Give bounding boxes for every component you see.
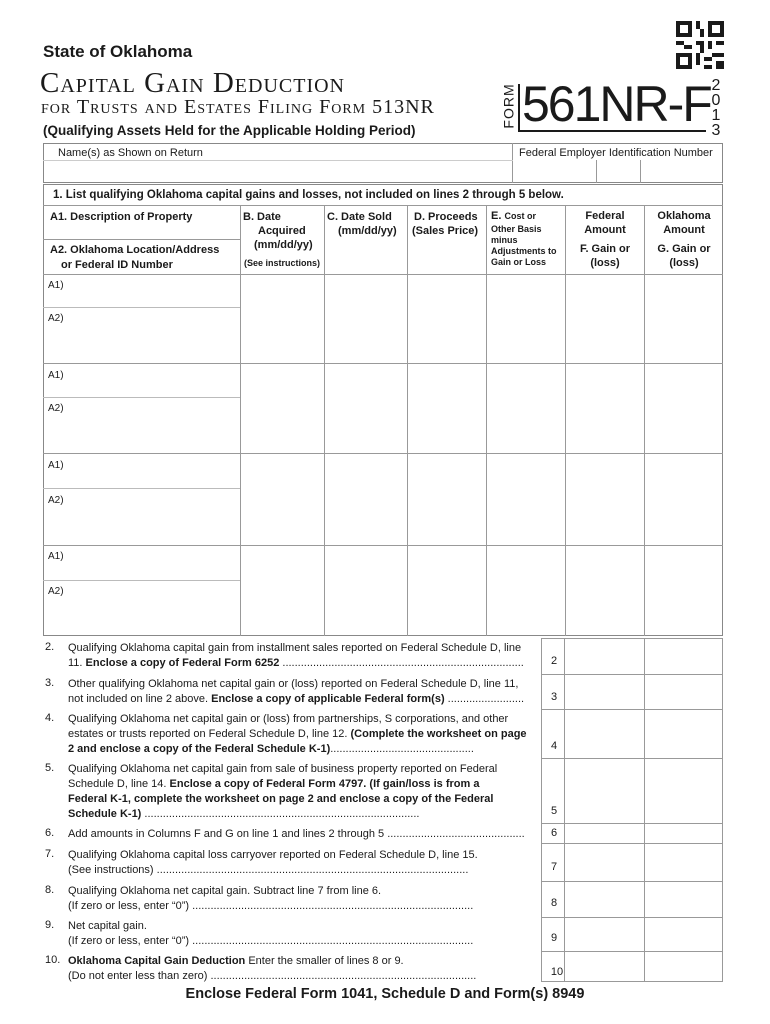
col-g-header: G. Gain or [657, 243, 711, 255]
line5-oklahoma-input[interactable] [645, 759, 722, 823]
line7-text: Qualifying Oklahoma capital loss carryover reported on Federal Schedule D, line 15. (See instructions) ...................................................................................................... [68, 849, 478, 876]
line4-federal-input[interactable] [565, 710, 644, 758]
footer-instruction: Enclose Federal Form 1041, Schedule D and Form(s) 8949 [185, 986, 585, 1002]
line2-federal-input[interactable] [565, 639, 644, 674]
line7-federal-input[interactable] [565, 844, 644, 881]
col-e-header-5: Gain or Loss [491, 257, 547, 267]
line6-box-number: 6 [550, 827, 558, 839]
line5-text: Qualifying Oklahoma net capital gain from sale of business property reported on Federal Schedule D, line 14. Enclose a copy of Federal Form 4797. (If gain/loss is from a Federal K-1, complete the worksheet on page 2 and enclose a copy of the Federal Schedule K-1) .......................................................................................... [68, 763, 498, 820]
col-e-header-3: minus [491, 235, 518, 245]
col-g-header-2: (loss) [669, 257, 699, 269]
col-b-header: B. Date [243, 211, 281, 223]
line10-federal-input[interactable] [565, 952, 644, 981]
line3-number: 3. [45, 677, 55, 689]
col-a2-header-2: or Federal ID Number [61, 259, 173, 271]
line4-text: Qualifying Oklahoma net capital gain or (loss) from partnerships, S corporations, and other estates or trusts reported on Federal Schedule D, line 12. (Complete the worksheet on page 2 and enclose a copy of the Federal Schedule K-1)............................................... [68, 713, 527, 755]
line7-box-number: 7 [550, 861, 558, 873]
col-oklahoma-header: Oklahoma [657, 210, 711, 222]
col-f-header-2: (loss) [590, 257, 620, 269]
line9-federal-input[interactable] [565, 918, 644, 951]
line8-oklahoma-input[interactable] [645, 882, 722, 917]
line2-number: 2. [45, 641, 55, 653]
line1-instruction: 1. List qualifying Oklahoma capital gains and losses, not included on lines 2 through 5 below. [53, 189, 564, 201]
fein-field-label: Federal Employer Identification Number [519, 147, 713, 159]
col-f-header: F. Gain or [579, 243, 631, 255]
line10-oklahoma-input[interactable] [645, 952, 722, 981]
line4-number: 4. [45, 712, 55, 724]
line6-number: 6. [45, 827, 55, 839]
line8-federal-input[interactable] [565, 882, 644, 917]
tax-year: 2 0 1 3 [711, 77, 721, 139]
form-title: Capital Gain Deduction [40, 67, 345, 99]
col-e-header-2: Other Basis [491, 224, 542, 234]
col-federal-header: Federal [585, 210, 625, 222]
col-e-header-4: Adjustments to [491, 246, 557, 256]
row2-a1-label: A1) [48, 370, 64, 381]
row4-a1-label: A1) [48, 551, 64, 562]
row2-a2-label: A2) [48, 403, 64, 414]
row1-a1-label: A1) [48, 280, 64, 291]
line10-number: 10. [45, 954, 61, 966]
line3-federal-input[interactable] [565, 675, 644, 709]
line3-oklahoma-input[interactable] [645, 675, 722, 709]
line2-box-number: 2 [550, 655, 558, 667]
line2-oklahoma-input[interactable] [645, 639, 722, 674]
col-c-header: C. Date Sold [327, 211, 392, 223]
form-title-line2: for Trusts and Estates Filing Form 513NR [41, 96, 435, 118]
col-b-header-3: (mm/dd/yy) [254, 239, 313, 251]
line7-oklahoma-input[interactable] [645, 844, 722, 881]
line10-box-number: 10 [550, 966, 564, 978]
row3-a2-label: A2) [48, 495, 64, 506]
state-label: State of Oklahoma [43, 42, 193, 61]
col-c-header-2: (mm/dd/yy) [338, 225, 397, 237]
line8-box-number: 8 [550, 897, 558, 909]
line6-text: Add amounts in Columns F and G on line 1 and lines 2 through 5 ............................................. [68, 828, 525, 840]
line6-federal-input[interactable] [565, 824, 644, 843]
col-oklahoma-header-2: Amount [663, 224, 705, 236]
fein-input[interactable] [513, 161, 722, 182]
form-subtitle: (Qualifying Assets Held for the Applicable Holding Period) [43, 123, 416, 138]
line9-number: 9. [45, 919, 55, 931]
line5-box-number: 5 [550, 805, 558, 817]
name-field-label: Name(s) as Shown on Return [58, 147, 203, 159]
form-label: FORM [500, 83, 517, 129]
line4-box-number: 4 [550, 740, 558, 752]
col-d-header-2: (Sales Price) [412, 225, 479, 237]
line6-oklahoma-input[interactable] [645, 824, 722, 843]
line4-oklahoma-input[interactable] [645, 710, 722, 758]
line8-number: 8. [45, 884, 55, 896]
line9-text: Net capital gain. (If zero or less, enter “0”) ............................................................................................ [68, 920, 474, 947]
line3-text: Other qualifying Oklahoma net capital gain or (loss) reported on Federal Schedule D, line 11, not included on line 2 above. Enclose a copy of applicable Federal form(s) ......................... [68, 678, 525, 705]
line5-number: 5. [45, 762, 55, 774]
row3-a1-label: A1) [48, 460, 64, 471]
line9-box-number: 9 [550, 932, 558, 944]
line10-text: Oklahoma Capital Gain Deduction Enter the smaller of lines 8 or 9. (Do not enter less than zero) ....................................................................................... [68, 955, 477, 982]
col-federal-header-2: Amount [584, 224, 626, 236]
form-number: 561NR-F [522, 76, 711, 132]
col-b-header-2: Acquired [258, 225, 306, 237]
col-a1-header: A1. Description of Property [50, 211, 193, 223]
qr-code-icon [676, 21, 724, 69]
col-e-header: E. Cost or [491, 210, 536, 222]
row4-a2-label: A2) [48, 586, 64, 597]
line5-federal-input[interactable] [565, 759, 644, 823]
line2-text: Qualifying Oklahoma capital gain from installment sales reported on Federal Schedule D, line 11. Enclose a copy of Federal Form 6252 ............................................................................... [68, 642, 524, 669]
col-d-header: D. Proceeds [414, 211, 478, 223]
col-b-note: (See instructions) [244, 258, 321, 268]
row1-a2-label: A2) [48, 313, 64, 324]
col-a2-header: A2. Oklahoma Location/Address [50, 244, 220, 256]
name-input[interactable] [44, 161, 511, 182]
line9-oklahoma-input[interactable] [645, 918, 722, 951]
line3-box-number: 3 [550, 691, 558, 703]
line7-number: 7. [45, 848, 55, 860]
line8-text: Qualifying Oklahoma net capital gain. Subtract line 7 from line 6. (If zero or less, enter “0”) ............................................................................................ [68, 885, 474, 912]
